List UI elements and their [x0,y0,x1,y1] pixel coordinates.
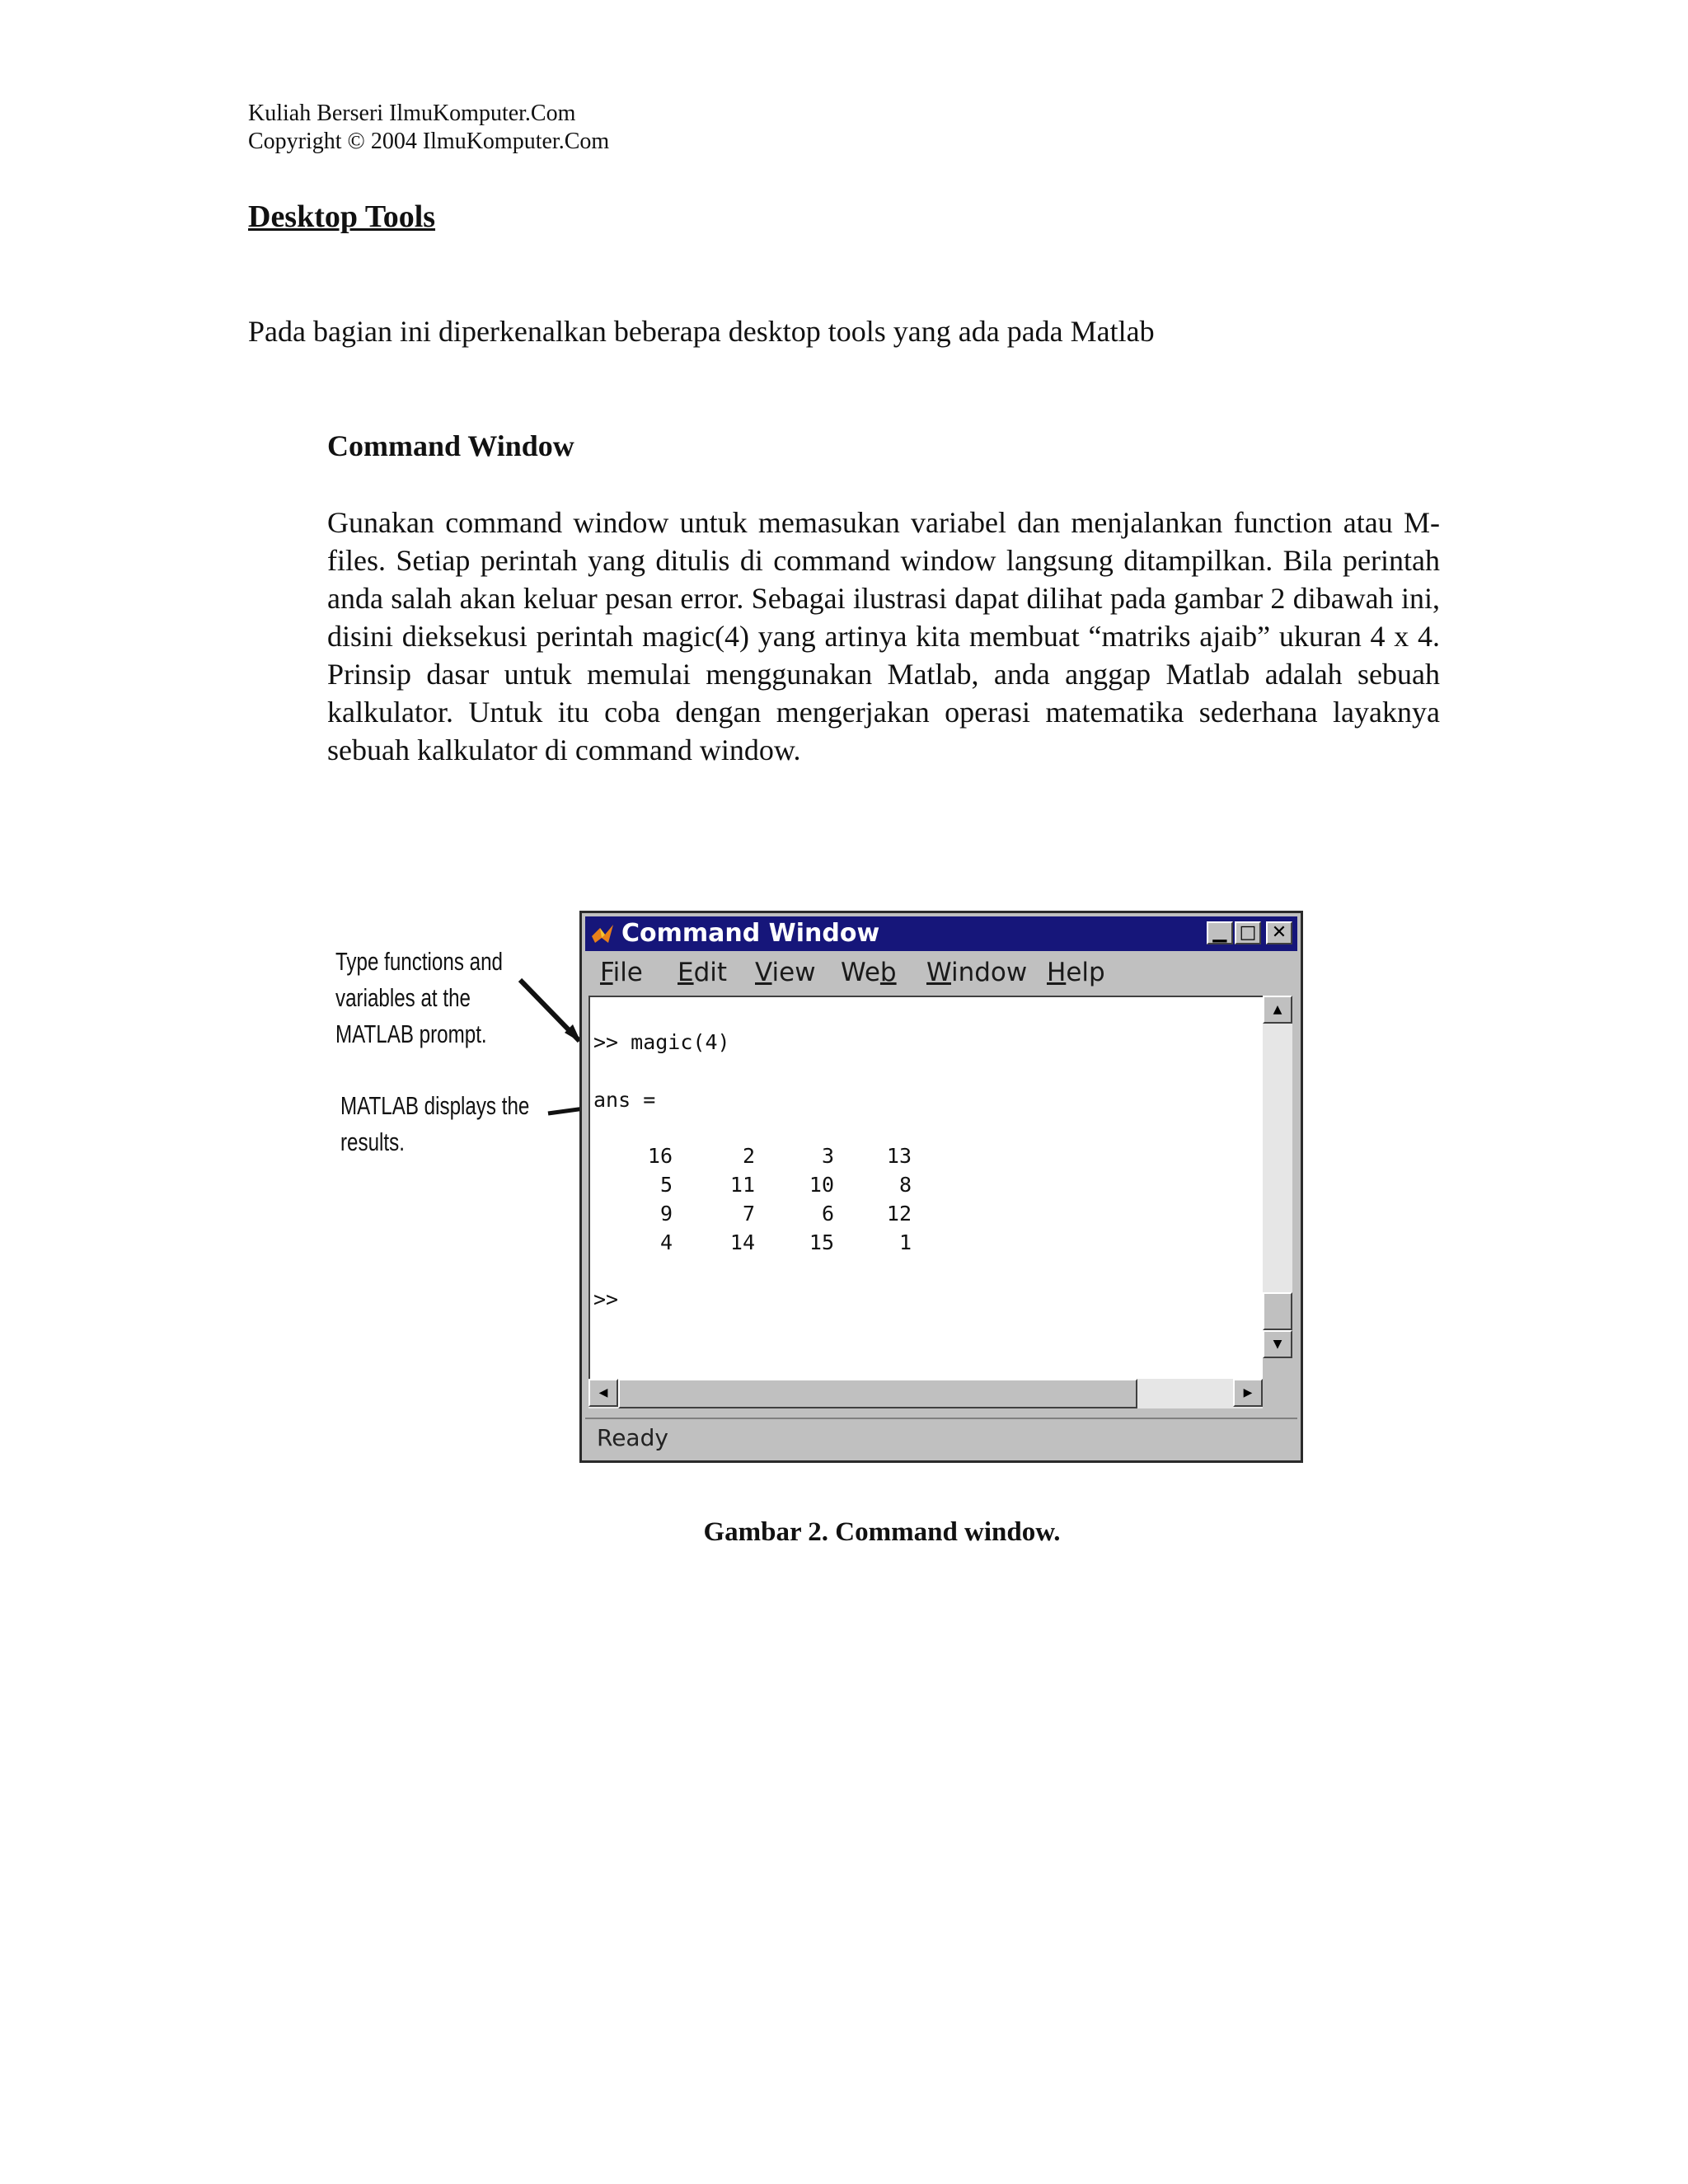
command-line: >> magic(4) [593,1030,730,1054]
annotation-results-line: MATLAB displays the [340,1091,530,1120]
menu-edit[interactable]: Edit [678,958,728,987]
matrix-cell: 9 [659,1202,673,1226]
window-title: Command Window [621,919,880,948]
header-line-2: Copyright © 2004 IlmuKomputer.Com [248,129,610,154]
close-button[interactable] [1266,921,1292,944]
matrix-cell: 4 [659,1230,673,1254]
status-text: Ready [597,1424,668,1451]
matrix-row [590,1202,936,1230]
menu-bar [585,954,1297,991]
ans-label: ans = [593,1088,656,1112]
matlab-logo-icon [590,921,615,946]
scroll-right-button[interactable] [1233,1379,1263,1407]
arrow-left-icon: ◀ [598,1386,608,1399]
menu-window[interactable]: Window [926,958,1028,987]
subsection-title: Command Window [327,429,574,462]
matrix-cell: 3 [821,1144,834,1168]
horizontal-scroll-thumb[interactable] [618,1379,1137,1408]
command-window [579,911,1303,1463]
title-bar[interactable] [585,916,1297,951]
matrix-cell: 14 [729,1230,755,1254]
matrix-cell: 8 [898,1173,912,1197]
matrix-cell: 16 [647,1144,673,1168]
header-line-1: Kuliah Berseri IlmuKomputer.Com [248,101,576,126]
scroll-down-button[interactable] [1263,1330,1292,1358]
maximize-button[interactable] [1235,921,1261,944]
figure-caption: Gambar 2. Command window. [703,1517,1061,1547]
prompt-line: >> [593,1287,619,1311]
vertical-scroll-thumb[interactable] [1263,1292,1292,1330]
console-output[interactable] [588,996,1263,1379]
annotation-prompt-line: MATLAB prompt. [335,1019,487,1048]
horizontal-scrollbar[interactable] [588,1379,1263,1408]
matrix-cell: 11 [729,1173,755,1197]
matrix-row [590,1173,936,1201]
arrow-down-icon: ▼ [1273,1338,1282,1351]
menu-web[interactable]: Web [841,958,897,987]
status-bar [585,1418,1297,1457]
matrix-cell: 13 [886,1144,912,1168]
annotation-prompt-line: variables at the [335,983,471,1012]
scroll-left-button[interactable] [588,1379,618,1407]
vertical-scrollbar[interactable] [1263,996,1292,1358]
scroll-up-button[interactable] [1263,996,1292,1024]
close-icon: ✕ [1271,922,1287,943]
body-paragraph: Gunakan command window untuk memasukan variabel dan menjalankan function atau M-files. Setiap perintah yang ditulis di command window langsung ditampilkan. Bila perintah anda salah akan keluar pesan error. Sebagai ilustrasi dapat dilihat pada gambar 2 dibawah ini, disini dieksekusi perintah magic(4) yang artinya kita membuat “matriks ajaib” ukuran 4 x 4. Prinsip dasar untuk memulai menggunakan Matlab, anda anggap Matlab adalah sebuah kalkulator. Untuk itu coba dengan mengerjakan operasi matematika sederhana layaknya sebuah kalkulator di command window. [327,506,1440,766]
intro-paragraph: Pada bagian ini diperkenalkan beberapa desktop tools yang ada pada Matlab [248,315,1155,348]
matrix-cell: 2 [742,1144,755,1168]
matrix-cell: 10 [809,1173,834,1197]
matrix-cell: 1 [898,1230,912,1254]
matrix-cell: 15 [809,1230,834,1254]
annotation-prompt-line: Type functions and [335,947,503,976]
matrix-row [590,1230,936,1258]
annotation-results-line: results. [340,1127,405,1156]
menu-view[interactable]: View [755,958,816,987]
minimize-icon: ▁ [1212,922,1227,943]
minimize-button[interactable] [1207,921,1233,944]
arrow-right-icon: ▶ [1243,1386,1253,1399]
matrix-row [590,1144,936,1172]
matrix-cell: 7 [742,1202,755,1226]
maximize-icon: □ [1239,922,1257,943]
section-title: Desktop Tools [248,199,436,234]
command-window-figure [326,878,1306,1475]
matrix-cell: 5 [659,1173,673,1197]
menu-help[interactable]: Help [1047,958,1105,987]
menu-file[interactable]: File [600,958,643,987]
arrow-up-icon: ▲ [1273,1003,1282,1016]
matrix-cell: 12 [886,1202,912,1226]
matrix-cell: 6 [821,1202,834,1226]
